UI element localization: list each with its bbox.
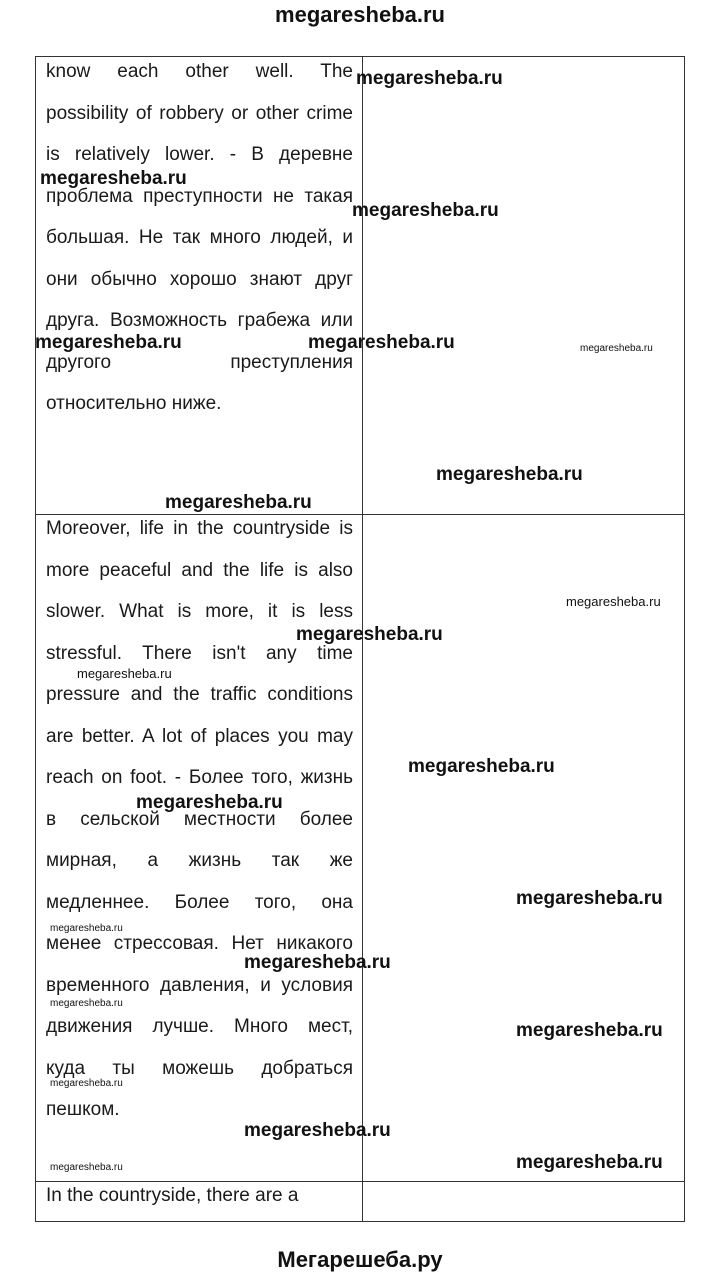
watermark: megaresheba.ru <box>50 923 123 934</box>
watermark: megaresheba.ru <box>566 594 661 609</box>
watermark: megaresheba.ru <box>356 68 503 89</box>
watermark: megaresheba.ru <box>77 666 172 681</box>
watermark: megaresheba.ru <box>136 792 283 813</box>
watermark: megaresheba.ru <box>308 332 455 353</box>
watermark: megaresheba.ru <box>352 200 499 221</box>
watermark: megaresheba.ru <box>516 888 663 909</box>
watermark: megaresheba.ru <box>165 492 312 513</box>
watermark: megaresheba.ru <box>296 624 443 645</box>
watermark: megaresheba.ru <box>516 1152 663 1173</box>
watermark: megaresheba.ru <box>50 1078 123 1089</box>
watermark: megaresheba.ru <box>580 343 653 354</box>
watermark: megaresheba.ru <box>244 952 391 973</box>
watermark: megaresheba.ru <box>40 168 187 189</box>
site-header: megaresheba.ru <box>275 2 445 27</box>
watermark: megaresheba.ru <box>244 1120 391 1141</box>
table-row-2-left-cell: Moreover, life in the countryside is more peaceful and the life is also slower. What is more, it is less stressful. There isn't any time pressure and the traffic conditions are better. A lot of places you may reach on foot. - Более того, жизнь в сельской местности более мирная, а жизнь так же медленнее. Более того, она менее стрессовая. Нет никакого временного давления, и условия движения лучше. Много мест, куда ты можешь добраться пешком. <box>46 518 353 1120</box>
site-footer: Мегарешеба.ру <box>277 1247 443 1272</box>
watermark: megaresheba.ru <box>516 1020 663 1041</box>
table-row-1-left-cell: know each other well. The possibility of robbery or other crime is relatively lower. - В деревне проблема преступности не такая большая. Не так много людей, и они обычно хорошо знают друг друга. Возможность грабежа или другого преступления относительно ниже. <box>46 61 353 414</box>
table-row-3-left-cell: In the countryside, there are a <box>46 1185 299 1206</box>
watermark: megaresheba.ru <box>436 464 583 485</box>
watermark: megaresheba.ru <box>50 998 123 1009</box>
watermark: megaresheba.ru <box>50 1162 123 1173</box>
watermark: megaresheba.ru <box>408 756 555 777</box>
watermark: megaresheba.ru <box>35 332 182 353</box>
